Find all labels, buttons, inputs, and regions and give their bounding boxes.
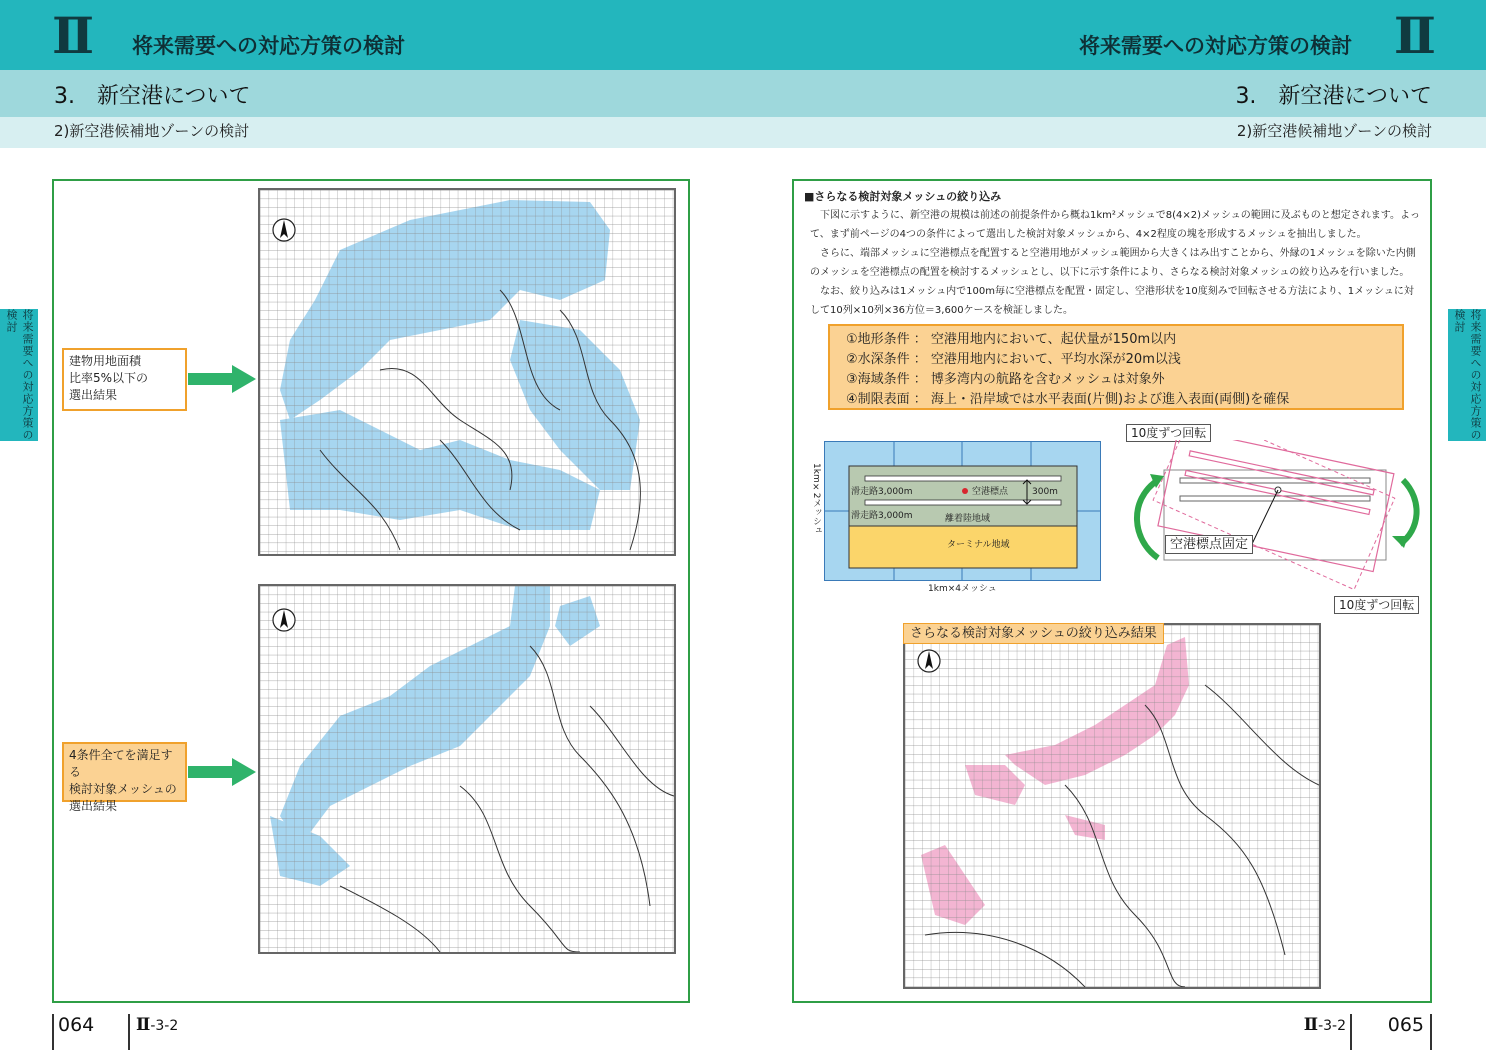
page-ref-left: Ⅱ-3-2	[136, 1015, 179, 1035]
airport-mesh-diagram	[824, 441, 1101, 581]
map-four-conditions-svg	[260, 586, 674, 952]
footer-divider	[52, 1014, 54, 1050]
footer-divider	[1430, 1014, 1432, 1050]
label-four-conditions: 4条件全てを満足する 検討対象メッシュの 選出結果	[62, 742, 187, 802]
paragraph-3: なお、絞り込みは1メッシュ内で100m毎に空港標点を配置・固定し、空港形状を10度刻みで回転させる方法により、1メッシュに対して10列×10列×36方位＝3,600ケースを検証しました。	[810, 286, 1414, 316]
conditions-box	[828, 324, 1404, 410]
chapter-roman-right: Ⅱ	[1393, 6, 1432, 65]
map-refined-result	[903, 623, 1321, 989]
runway-1-label: 滑走路3,000m	[851, 487, 913, 497]
result-label: さらなる検討対象メッシュの絞り込み結果	[903, 623, 1164, 644]
section-title-right: 3. 新空港について	[1235, 84, 1432, 109]
right-body-text	[810, 206, 1422, 320]
map-four-conditions	[258, 584, 676, 954]
chapter-roman-left: Ⅱ	[52, 6, 91, 65]
paragraph-1: 下図に示すように、新空港の規模は前述の前提条件から概ね1km²メッシュで8(4×2)メッシュの範囲に及ぶものと想定されます。よって、まず前ページの4つの条件によって選出した検討対象メッシュから、4×2程度の塊を形成するメッシュを抽出しました。	[810, 210, 1420, 240]
right-heading: ■さらなる検討対象メッシュの絞り込み	[804, 190, 1002, 203]
condition-1: ①地形条件 ： 空港用地内において、起伏量が150m以内	[846, 332, 1177, 347]
mesh-x-label: 1km×4メッシュ	[928, 584, 997, 594]
mesh-y-label: 1km×2メッシュ	[811, 463, 821, 535]
side-tab-left: 将来需要への対応方策の検討	[0, 309, 38, 441]
condition-4: ④制限表面 ： 海上・沿岸域では水平表面(片側)および進入表面(両側)を確保	[846, 392, 1290, 407]
rotate-label-top: 10度ずつ回転	[1126, 424, 1211, 442]
section-title-left: 3. 新空港について	[54, 84, 251, 109]
chapter-title-right: 将来需要への対応方策の検討	[1079, 34, 1352, 58]
rotation-diagram	[1128, 440, 1428, 600]
runway-2-label: 滑走路3,000m	[851, 511, 913, 521]
subsection-title-left: 2)新空港候補地ゾーンの検討	[54, 122, 250, 140]
page-number-right: 065	[1387, 1014, 1424, 1036]
page-number-left: 064	[58, 1014, 95, 1036]
arrow-right-icon	[188, 365, 256, 393]
chapter-title-left: 将来需要への対応方策の検討	[132, 34, 405, 58]
subsection-title-right: 2)新空港候補地ゾーンの検討	[1236, 122, 1432, 140]
map-building-ratio	[258, 188, 676, 556]
paragraph-2: さらに、端部メッシュに空港標点を配置すると空港用地がメッシュ範囲から大きくはみ出すことから、外縁の1メッシュを除いた内側のメッシュを空港標点の配置を検討するメッシュとし、以下に示す条件により、さらなる検討対象メッシュの絞り込みを行いました。	[810, 248, 1416, 278]
map-refined-result-svg	[905, 625, 1319, 987]
map-building-ratio-svg	[260, 190, 674, 554]
condition-2: ②水深条件 ： 空港用地内において、平均水深が20m以浅	[846, 352, 1181, 367]
spacing-label: 300m	[1032, 487, 1058, 497]
arrow-right-icon	[188, 758, 256, 786]
side-tab-right: 将来需要への対応方策の検討	[1448, 309, 1486, 441]
apron-label: 離着陸地域	[945, 514, 991, 524]
condition-3: ③海域条件 ： 博多湾内の航路を含むメッシュは対象外	[846, 372, 1165, 387]
footer-divider	[1350, 1014, 1352, 1050]
reference-point-label: 空港標点	[972, 487, 1009, 497]
page-ref-right: Ⅱ-3-2	[1303, 1015, 1346, 1035]
terminal-label: ターミナル地域	[947, 540, 1010, 550]
label-building-ratio: 建物用地面積 比率5%以下の 選出結果	[62, 348, 187, 411]
rotate-label-bottom: 10度ずつ回転	[1334, 596, 1419, 614]
footer-divider	[128, 1014, 130, 1050]
fixed-point-label: 空港標点固定	[1165, 535, 1253, 554]
